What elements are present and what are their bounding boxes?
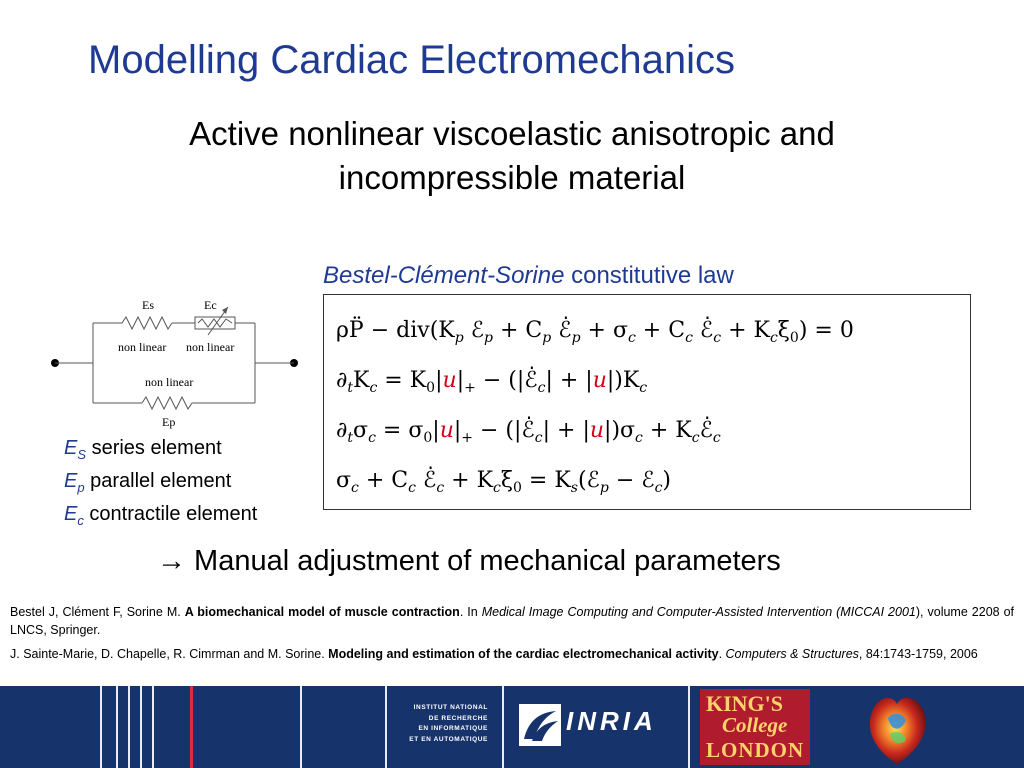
heart-model-icon: [862, 688, 932, 766]
subtitle-line-1: Active nonlinear viscoelastic anisotropic and: [189, 115, 835, 152]
legend-item-parallel: [64, 468, 257, 501]
inria-logo-icon: [518, 703, 562, 747]
legend-text: series element: [86, 437, 222, 459]
label-nonlinear-ep: non linear: [145, 375, 194, 389]
footer-divider: [152, 686, 154, 768]
equation-3: $\partial_t\sigma_c = \sigma_0|u|_+$ − $(|ℰ̇_c| + |u|)\sigma_c$ + $K_cℰ̇_c$: [336, 418, 721, 446]
legend-symbol: $E_S$: [64, 437, 87, 462]
inria-wordmark: INRIA: [566, 706, 657, 736]
legend-text: parallel element: [84, 470, 232, 492]
equation-2: $\partial_tK_c = K_0|u|_+$ − $(|ℰ̇_c| + |u|)K_c$: [336, 368, 648, 396]
footer-divider: [385, 686, 387, 768]
footer-banner: [0, 686, 1024, 768]
footer-accent-line: [190, 686, 193, 768]
law-name: Bestel-Clément-Sorine: [323, 262, 565, 289]
footer-divider: [140, 686, 142, 768]
label-nonlinear-ec: non linear: [186, 340, 235, 354]
law-suffix: constitutive law: [571, 262, 734, 289]
legend-text: contractile element: [83, 503, 258, 525]
arrow-icon: →: [157, 545, 186, 577]
label-ec: Ec: [204, 298, 217, 312]
reference-2: J. Sainte-Marie, D. Chapelle, R. Cimrman and M. Sorine. Modeling and estimation of the cardiac electromechanical activity. Computers & Structures, 84:1743-1759, 2006: [10, 647, 978, 661]
footer-divider: [300, 686, 302, 768]
institute-name: INSTITUT NATIONAL DE RECHERCHE EN INFORMATIQUE ET EN AUTOMATIQUE: [409, 704, 488, 743]
label-es: Es: [142, 298, 154, 312]
slide-title: Modelling Cardiac Electromechanics: [88, 38, 735, 82]
element-legend: [64, 435, 257, 534]
legend-symbol: $E_c$: [64, 503, 84, 528]
ec-element: [195, 317, 235, 329]
equation-4: $\sigma_c + C_c$ $ℰ̇_c + K_c\xi_0$ = $K_s(ℰ_p$ − ℰ$_c$): [336, 468, 672, 496]
reference-1: Bestel J, Clément F, Sorine M. A biomechanical model of muscle contraction. In Medical Image Computing and Computer-Assisted Intervention (MICCAI 2001), volume 2208 of LNCS, Springer.: [10, 605, 1015, 637]
conclusion: [157, 545, 781, 578]
footer-divider: [100, 686, 102, 768]
legend-item-contractile: [64, 501, 257, 534]
equation-1: ρP̈ − $div(K_p$ ℰ$_p$ + $C_p$ $ℰ̇_p + \sigma_c + C_c$ $ℰ̇_c + K_c\xi_0) = 0$: [336, 318, 854, 346]
slide-subtitle: [0, 112, 1024, 200]
ep-spring: [142, 397, 192, 409]
footer-divider: [128, 686, 130, 768]
footer-divider: [502, 686, 504, 768]
label-nonlinear-es: non linear: [118, 340, 167, 354]
kings-college-logo: KING'S College LONDON: [700, 689, 810, 765]
subtitle-line-2: incompressible material: [338, 159, 686, 196]
law-label: [323, 262, 734, 290]
rheological-diagram: [38, 290, 308, 435]
legend-symbol: $E_p$: [64, 470, 85, 495]
footer-divider: [688, 686, 690, 768]
es-spring: [122, 317, 172, 329]
equations-box: [323, 294, 971, 510]
legend-item-series: [64, 435, 257, 468]
label-ep: Ep: [162, 415, 176, 429]
conclusion-text: Manual adjustment of mechanical parameters: [186, 545, 781, 577]
footer-divider: [116, 686, 118, 768]
